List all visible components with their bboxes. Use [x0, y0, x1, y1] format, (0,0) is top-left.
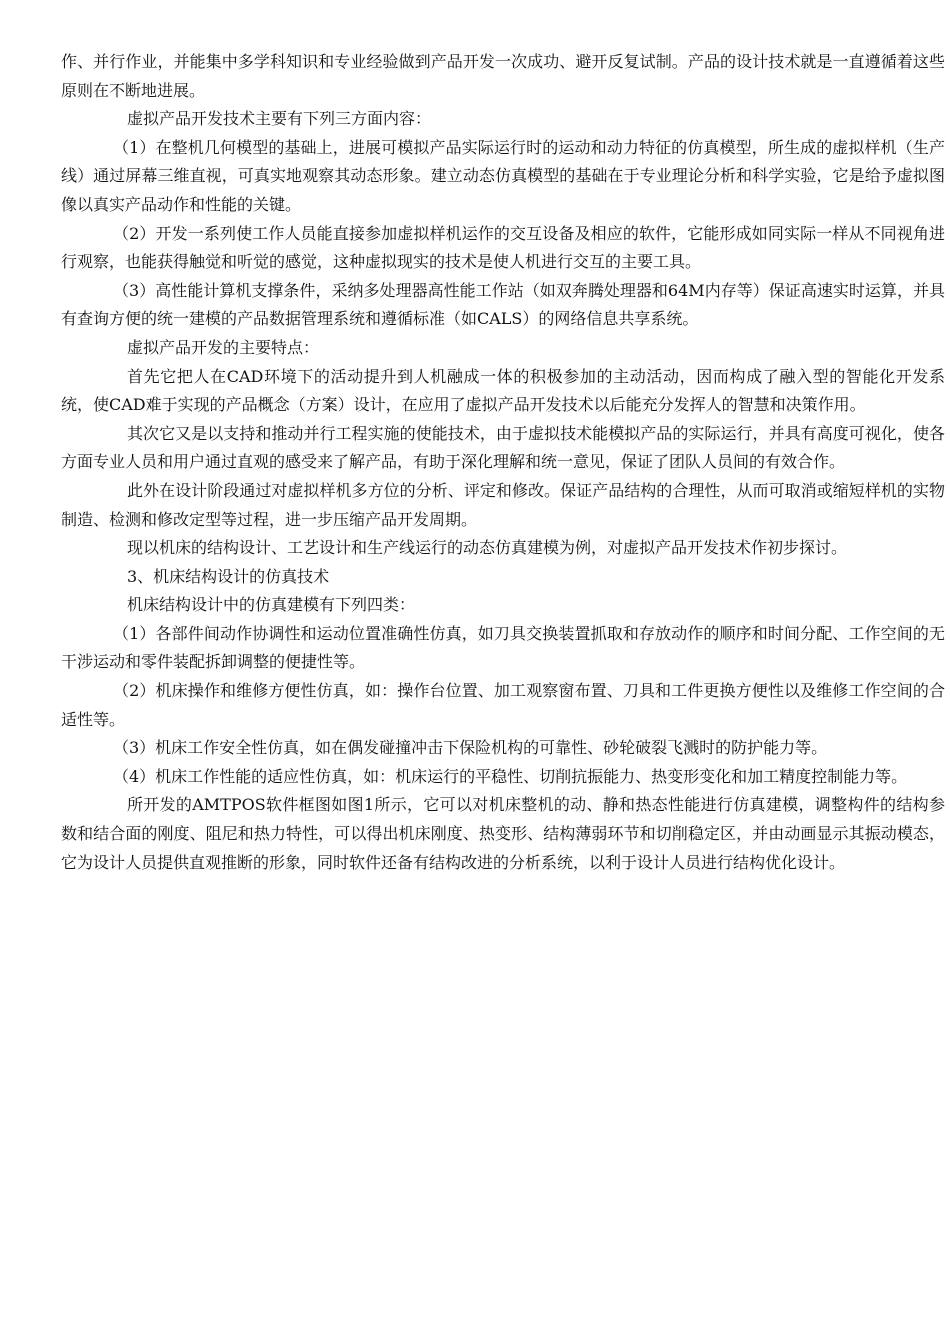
paragraph-category-2: （2）机床操作和维修方便性仿真，如：操作台位置、加工观察窗布置、刀具和工件更换方便性以及维修工作空间的合适性等。 [61, 681, 945, 729]
paragraph-item-3: （3）高性能计算机支撑条件，采纳多处理器高性能工作站（如双奔腾处理器和64M内存等）保证高速实时运算，并具有查询方便的统一建模的产品数据管理系统和遵循标准（如CALS）的网络信息共享系统。 [61, 280, 945, 329]
paragraph-category-3: （3）机床工作安全性仿真，如在偶发碰撞冲击下保险机构的可靠性、砂轮破裂飞溅时的防护能力等。 [113, 738, 828, 758]
paragraph-feature-second: 其次它又是以支持和推动并行工程实施的使能技术，由于虚拟技术能模拟产品的实际运行，并具有高度可视化，使各方面专业人员和用户通过直观的感受来了解产品，有助于深化理解和统一意见，保证了团队人员间的有效合作。 [61, 423, 945, 472]
paragraph-category-4: （4）机床工作性能的适应性仿真，如：机床运行的平稳性、切削抗振能力、热变形变化和加工精度控制能力等。 [113, 766, 908, 786]
paragraph-feature-first: 首先它把人在CAD环境下的活动提升到人机融成一体的积极参加的主动活动，因而构成了融入型的智能化开发系统，使CAD难于实现的产品概念（方案）设计，在应用了虚拟产品开发技术以后能充分发挥人的智慧和决策作用。 [61, 366, 945, 415]
paragraph-categories-intro: 机床结构设计中的仿真建模有下列四类： [127, 595, 416, 615]
document-page [61, 48, 945, 877]
paragraph-intro-continuation: 作、并行作业，并能集中多学科知识和专业经验做到产品开发一次成功、避开反复试制。产品的设计技术就是一直遵循着这些原则在不断地进展。 [61, 52, 945, 100]
paragraph-feature-third: 此外在设计阶段通过对虚拟样机多方位的分析、评定和修改。保证产品结构的合理性，从而可取消或缩短样机的实物制造、检测和修改定型等过程，进一步压缩产品开发周期。 [61, 480, 945, 529]
paragraph-content-overview: 虚拟产品开发技术主要有下列三方面内容： [127, 109, 432, 129]
paragraph-item-1: （1）在整机几何模型的基础上，进展可模拟产品实际运行时的运动和动力特征的仿真模型，所生成的虚拟样机（生产线）通过屏幕三维直视，可真实地观察其动态形象。建立动态仿真模型的基础在于专业理论分析和科学实验，它是给予虚拟图像以真实产品动作和性能的关键。 [61, 137, 945, 214]
section-heading: 3、机床结构设计的仿真技术 [127, 566, 330, 586]
paragraph-item-2: （2）开发一系列使工作人员能直接参加虚拟样机运作的交互设备及相应的软件，它能形成如同实际一样从不同视角进行观察，也能获得触觉和听觉的感觉，这种虚拟现实的技术是使人机进行交互的主要工具。 [61, 223, 945, 272]
paragraph-example-intro: 现以机床的结构设计、工艺设计和生产线运行的动态仿真建模为例，对虚拟产品开发技术作初步探讨。 [127, 538, 848, 558]
paragraph-features-heading: 虚拟产品开发的主要特点： [127, 337, 320, 357]
paragraph-category-1: （1）各部件间动作协调性和运动位置准确性仿真，如刀具交换装置抓取和存放动作的顺序和时间分配、工作空间的无干涉运动和零件装配拆卸调整的便捷性等。 [61, 623, 945, 672]
paragraph-amtpos: 所开发的AMTPOS软件框图如图1所示，它可以对机床整机的动、静和热态性能进行仿真建模，调整构件的结构参数和结合面的刚度、阻尼和热力特性，可以得出机床刚度、热变形、结构薄弱环节和切削稳定区，并由动画显示其振动模态，它为设计人员提供直观推断的形象，同时软件还备有结构改进的分析系统，以利于设计人员进行结构优化设计。 [61, 795, 945, 872]
